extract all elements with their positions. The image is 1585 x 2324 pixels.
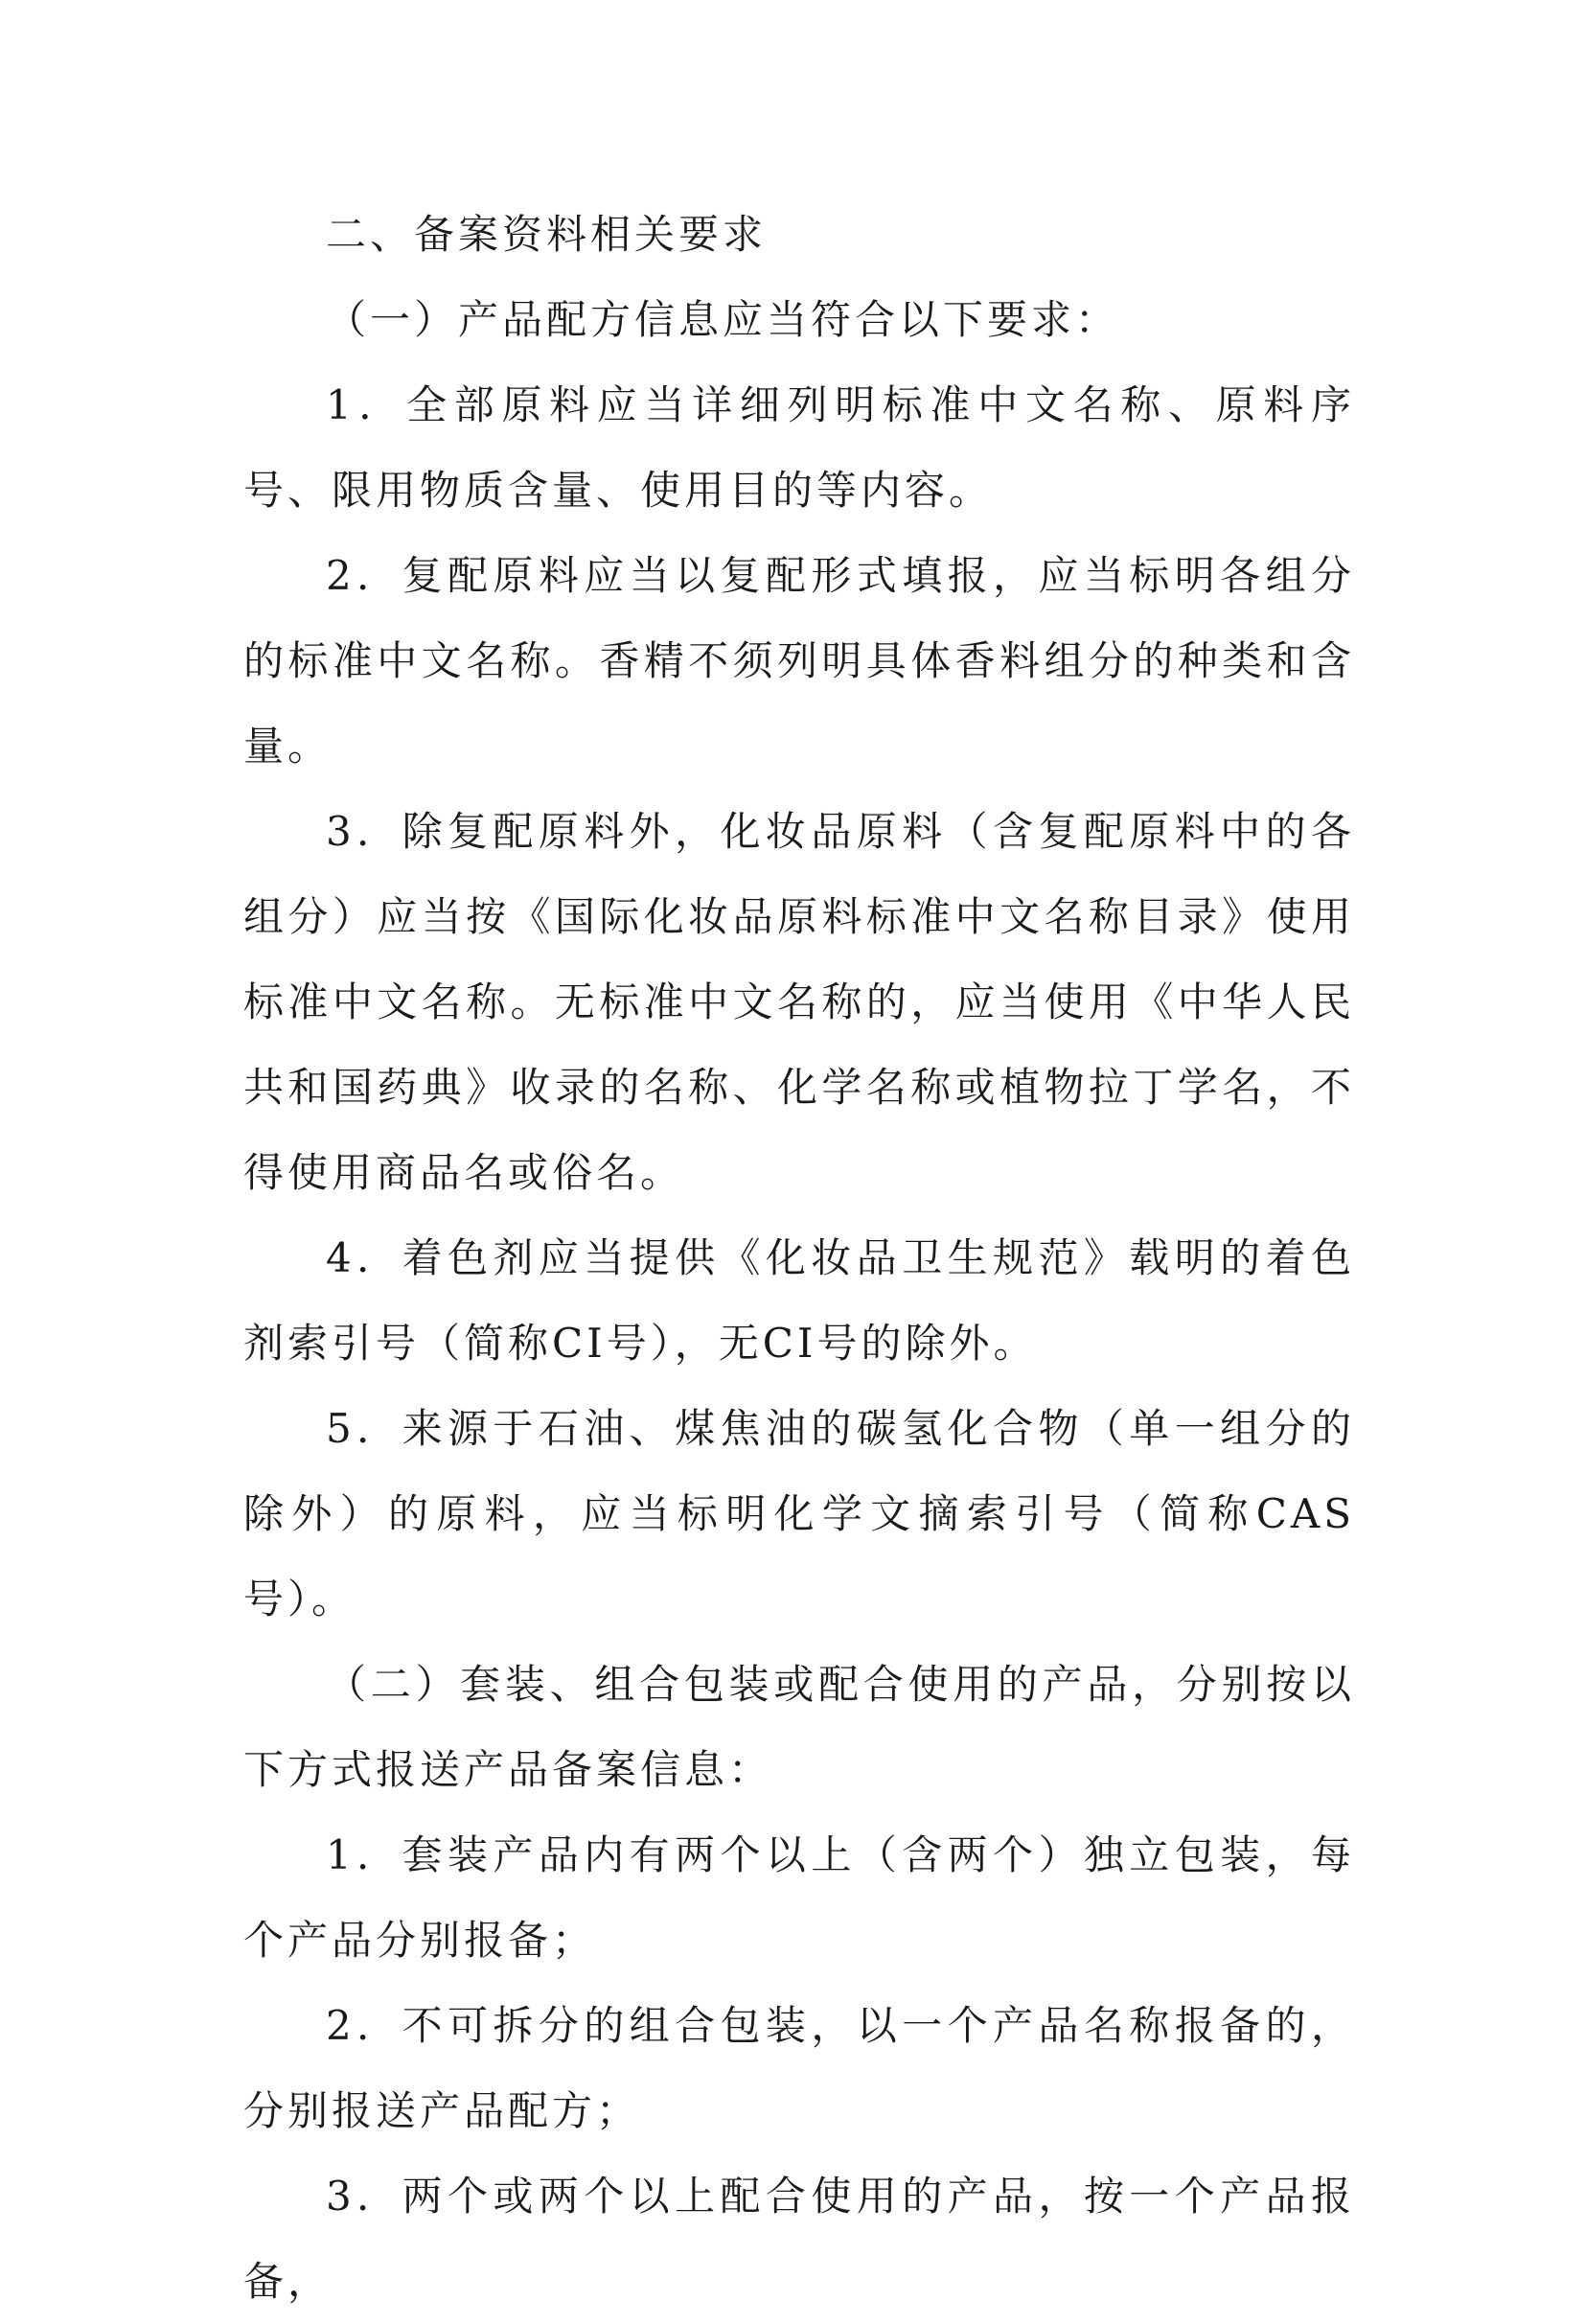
- section-heading: 二、备案资料相关要求: [326, 211, 768, 258]
- paragraph-set-item-3: 3．两个或两个以上配合使用的产品，按一个产品报备，: [243, 2173, 1355, 2305]
- paragraph-item-2: 2．复配原料应当以复配形式填报，应当标明各组分的标准中文名称。香精不须列明具体香料组分的种类和含量。: [243, 552, 1355, 770]
- document-body: [243, 192, 1355, 2324]
- subsection-heading-2: （二）套装、组合包装或配合使用的产品，分别按以下方式报送产品备案信息：: [243, 1661, 1355, 1793]
- paragraph-item-1: 1．全部原料应当详细列明标准中文名称、原料序号、限用物质含量、使用目的等内容。: [243, 381, 1355, 514]
- paragraph-set-item-2: 2．不可拆分的组合包装，以一个产品名称报备的，分别报送产品配方；: [243, 2002, 1355, 2134]
- subsection-heading-1: （一）产品配方信息应当符合以下要求：: [326, 296, 1120, 343]
- paragraph-item-4: 4．着色剂应当提供《化妆品卫生规范》载明的着色剂索引号（简称CI号），无CI号的除外。: [243, 1234, 1355, 1367]
- paragraph-set-item-1: 1．套装产品内有两个以上（含两个）独立包装，每个产品分别报备；: [243, 1831, 1355, 1964]
- paragraph-item-3: 3．除复配原料外，化妆品原料（含复配原料中的各组分）应当按《国际化妆品原料标准中文名称目录》使用标准中文名称。无标准中文名称的，应当使用《中华人民共和国药典》收录的名称、化学名称或植物拉丁学名，不得使用商品名或俗名。: [243, 808, 1355, 1196]
- paragraph-item-5: 5．来源于石油、煤焦油的碳氢化合物（单一组分的除外）的原料，应当标明化学文摘索引号（简称CAS号）。: [243, 1405, 1355, 1622]
